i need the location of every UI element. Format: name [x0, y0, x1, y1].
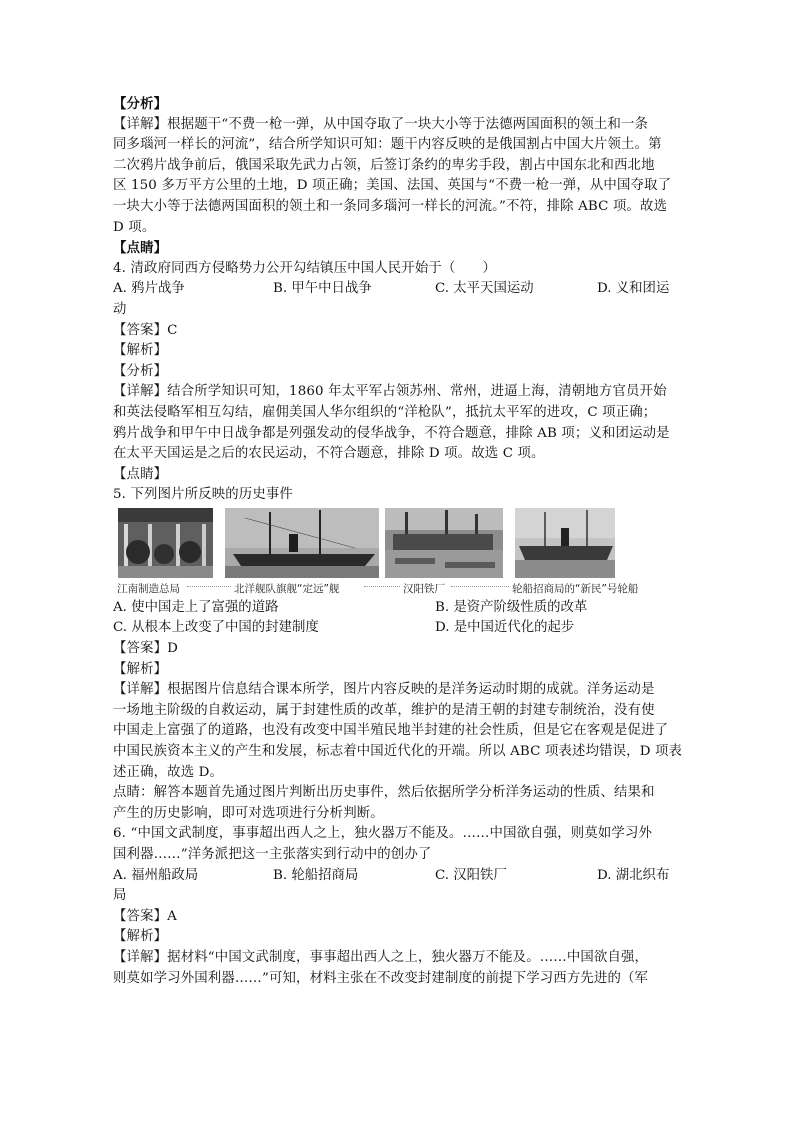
explanation-heading: 【解析】 — [113, 929, 168, 945]
text-line: 区 150 多万平方公里的土地，D 项正确；美国、法国、英国与“不费一枪一弹，从中国夺取了 — [113, 178, 672, 194]
question-6-continued: 国利器……”洋务派把这一主张落实到行动中的创办了 — [113, 847, 432, 862]
text-line: 和英法侵略军相互勾结，雇佣美国人华尔组织的“洋枪队”，抵抗太平军的进攻，C 项正确； — [113, 404, 657, 420]
option-c: C. 汉阳铁厂 — [435, 867, 507, 883]
option-c: C. 从根本上改变了中国的封建制度 — [113, 620, 319, 636]
analysis-heading: 【分析】 — [113, 363, 168, 379]
explanation-heading: 【解析】 — [113, 661, 168, 677]
hanyang-ironworks-photo — [385, 508, 503, 578]
question-5-options-row1 — [113, 598, 683, 619]
text-line: 在太平天国运是之后的农民运动，不符合题意，排除 D 项。故选 C 项。 — [113, 446, 545, 462]
text-line: 【详解】据材料“中国文武制度，事事超出西人之上，独火器万不能及。……中国欲自强， — [113, 949, 649, 965]
option-d-continued: 局 — [113, 888, 127, 904]
text-line: 一场地主阶级的自救运动，属于封建性质的改革，维护的是清王朝的封建专制统治，没有使 — [113, 702, 655, 718]
answer: 【答案】D — [113, 641, 179, 657]
jiangnan-arsenal-photo — [118, 508, 213, 578]
question-6-options — [113, 866, 683, 887]
comment-text: 点睛：解答本题首先通过图片判断出历史事件，然后依据所学分析洋务运动的性质、结果和 — [113, 785, 655, 801]
caption-divider — [364, 586, 400, 587]
text-line: 同多瑙河一样长的河流”，结合所学知识可知：题干内容反映的是俄国割占中国大片领土。第 — [113, 137, 662, 153]
text-line: 【详解】根据图片信息结合课本所学，图片内容反映的是洋务运动时期的成就。洋务运动是 — [113, 682, 655, 698]
text-line: 述正确，故选 D。 — [113, 764, 224, 780]
option-a: A. 福州船政局 — [113, 867, 199, 883]
question-5-options-row2 — [113, 618, 683, 639]
caption-dingyuan: 北洋舰队旗舰“定远”舰 — [234, 582, 340, 595]
option-d: D. 湖北织布 — [597, 867, 670, 883]
comment-heading: 【点睛】 — [113, 466, 168, 482]
text-line: 【详解】根据题干“不费一枪一弹，从中国夺取了一块大小等于法德两国面积的领土和一条 — [113, 116, 649, 132]
text-line: D 项。 — [113, 219, 156, 235]
dingyuan-ship-photo — [225, 508, 379, 578]
caption-xinmin: 轮船招商局的“新民”号轮船 — [512, 582, 639, 595]
question-5: 5. 下列图片所反映的历史事件 — [113, 487, 293, 503]
question-4-options — [113, 279, 683, 300]
text-line: 则莫如学习外国利器……”可知，材料主张在不改变封建制度的前提下学习西方先进的（军 — [113, 970, 649, 986]
comment-text: 产生的历史影响，即可对选项进行分析判断。 — [113, 805, 384, 821]
option-a: A. 使中国走上了富强的道路 — [113, 599, 279, 615]
text-line: 【详解】结合所学知识可知，1860 年太平军占领苏州、常州，进逼上海，清朝地方官员开始 — [113, 384, 667, 400]
text-line: 二次鸦片战争前后，俄国采取先武力占领，后签订条约的卑劣手段，割占中国东北和西北地 — [113, 157, 655, 173]
comment-heading: 【点睛】 — [113, 240, 168, 257]
option-d-continued: 动 — [113, 301, 127, 317]
caption-divider — [187, 586, 231, 587]
xinmin-steamship-photo — [515, 508, 615, 578]
text-line: 中国走上富强了的道路，也没有改变中国半殖民地半封建的社会性质，但是它在客观是促进了 — [113, 723, 669, 739]
text-line: 鸦片战争和甲午中日战争都是列强发动的侵华战争，不符合题意，排除 AB 项；义和团运动是 — [113, 425, 670, 441]
question-4: 4. 清政府同西方侵略势力公开勾结镇压中国人民开始于（ ） — [113, 260, 497, 276]
caption-jiangnan: 江南制造总局 — [117, 582, 180, 595]
option-d: D. 义和团运 — [597, 281, 670, 297]
analysis-heading: 【分析】 — [113, 96, 168, 112]
option-b: B. 是资产阶级性质的改革 — [435, 599, 588, 615]
explanation-heading: 【解析】 — [113, 343, 168, 359]
answer: 【答案】C — [113, 322, 178, 338]
text-line: 一块大小等于法德两国面积的领土和一条同多瑙河一样长的河流。”不符，排除 ABC 项。故选 — [113, 198, 668, 214]
text-line: 中国民族资本主义的产生和发展，标志着中国近代化的开端。所以 ABC 项表述均错误，D 项表 — [113, 744, 683, 760]
photo-captions — [113, 578, 683, 598]
caption-hanyang: 汉阳铁厂 — [403, 582, 445, 595]
answer: 【答案】A — [113, 908, 177, 924]
option-b: B. 甲午中日战争 — [273, 281, 372, 297]
question-6: 6. “中国文武制度，事事超出西人之上，独火器万不能及。……中国欲自强，则莫如学习外 — [113, 826, 653, 842]
option-b: B. 轮船招商局 — [273, 867, 359, 883]
document-page — [113, 94, 683, 989]
option-d: D. 是中国近代化的起步 — [435, 620, 575, 636]
caption-divider — [451, 586, 509, 587]
option-a: A. 鸦片战争 — [113, 281, 185, 297]
option-c: C. 太平天国运动 — [435, 281, 534, 297]
